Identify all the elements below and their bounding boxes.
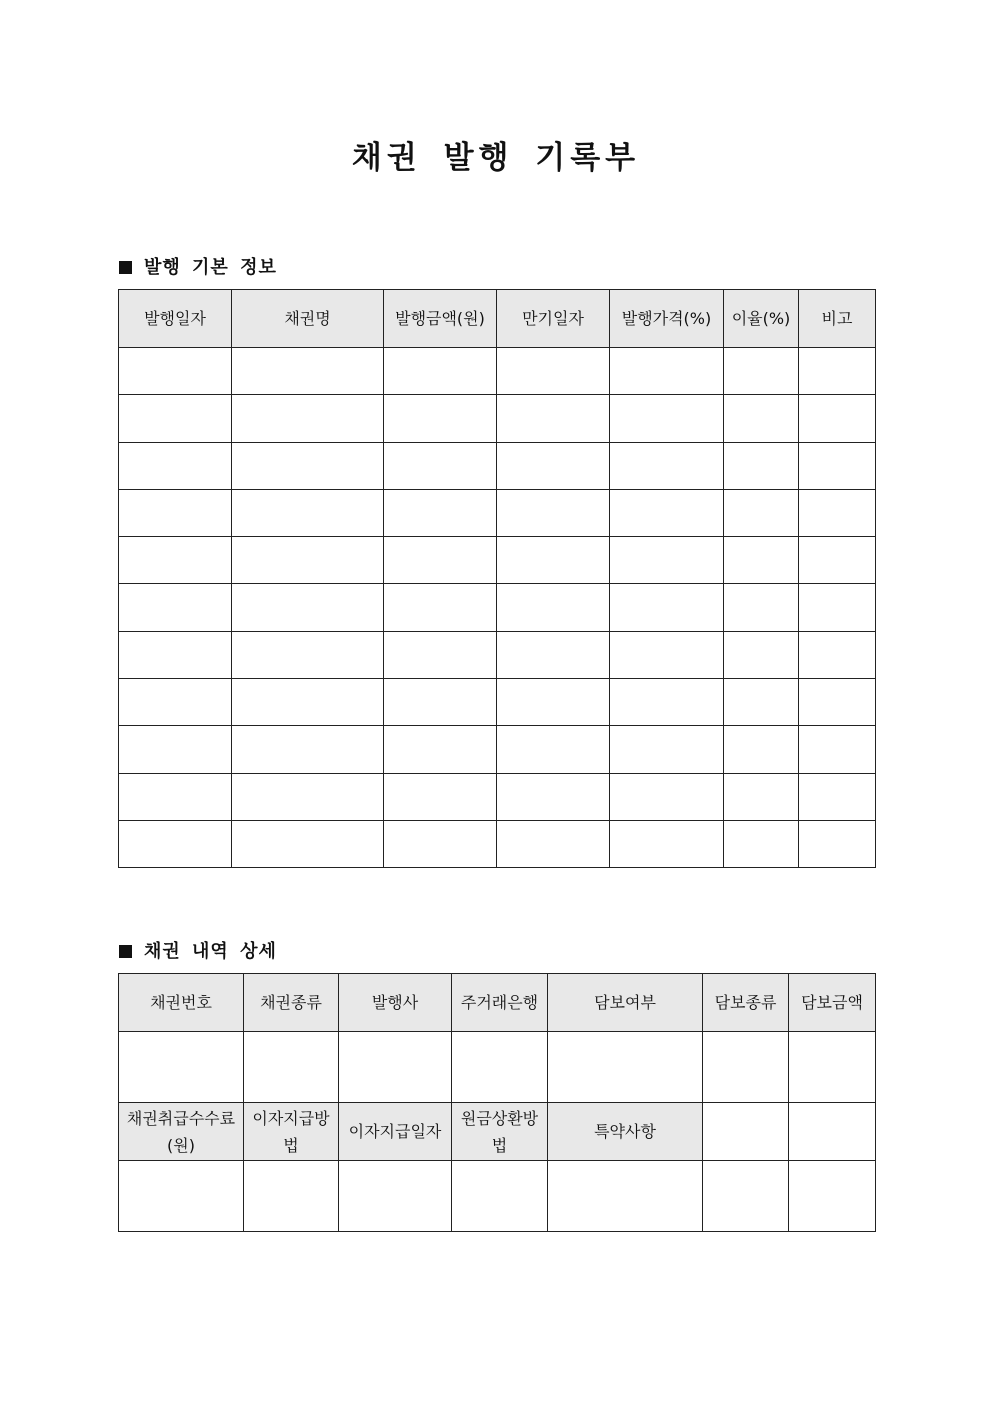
table-cell[interactable] — [119, 820, 232, 867]
header-cell: 발행가격(%) — [610, 290, 724, 348]
header-cell: 원금상환방법 — [452, 1103, 548, 1161]
table-cell[interactable] — [119, 1161, 244, 1232]
table-cell[interactable] — [610, 820, 724, 867]
table-cell[interactable] — [384, 348, 497, 395]
header-cell: 채권종류 — [244, 974, 339, 1032]
table-row — [119, 820, 876, 867]
table-cell[interactable] — [232, 442, 384, 489]
table-row — [119, 726, 876, 773]
header-cell: 담보여부 — [548, 974, 703, 1032]
table-row — [119, 395, 876, 442]
header-cell: 채권명 — [232, 290, 384, 348]
table-cell[interactable] — [610, 442, 724, 489]
table-cell[interactable] — [799, 726, 876, 773]
table-cell[interactable] — [232, 679, 384, 726]
table-cell[interactable] — [799, 537, 876, 584]
table-cell[interactable] — [724, 726, 799, 773]
table-cell[interactable] — [119, 773, 232, 820]
header-cell: 비고 — [799, 290, 876, 348]
table-cell[interactable] — [452, 1032, 548, 1103]
header-cell — [703, 1103, 789, 1161]
table-cell[interactable] — [610, 584, 724, 631]
table-cell[interactable] — [232, 726, 384, 773]
table-cell[interactable] — [384, 537, 497, 584]
header-cell: 담보금액 — [789, 974, 876, 1032]
table-cell[interactable] — [232, 395, 384, 442]
table-cell[interactable] — [384, 395, 497, 442]
table-row — [119, 489, 876, 536]
table-cell[interactable] — [497, 442, 610, 489]
table-cell[interactable] — [119, 442, 232, 489]
header-cell: 이자지급방법 — [244, 1103, 339, 1161]
table-cell[interactable] — [384, 820, 497, 867]
table-cell[interactable] — [724, 631, 799, 678]
table-cell[interactable] — [119, 1032, 244, 1103]
table-cell[interactable] — [119, 726, 232, 773]
table-cell[interactable] — [232, 584, 384, 631]
page-title: 채권 발행 기록부 — [351, 140, 641, 176]
table-cell[interactable] — [232, 537, 384, 584]
table-cell[interactable] — [724, 395, 799, 442]
header-cell — [789, 1103, 876, 1161]
table-cell[interactable] — [610, 395, 724, 442]
section-heading-detail — [119, 937, 277, 963]
basic-info-table — [118, 289, 876, 868]
header-cell: 담보종류 — [703, 974, 789, 1032]
square-bullet-icon — [119, 261, 132, 274]
table-cell[interactable] — [232, 820, 384, 867]
detail-table — [118, 973, 876, 1232]
table-header-row — [119, 1103, 876, 1161]
table-cell[interactable] — [384, 489, 497, 536]
table-row — [119, 584, 876, 631]
header-cell: 채권취급수수료(원) — [119, 1103, 244, 1161]
table-header-row — [119, 974, 876, 1032]
table-cell[interactable] — [610, 348, 724, 395]
table-header-row — [119, 290, 876, 348]
table-cell[interactable] — [497, 773, 610, 820]
section-heading-text: 채권 내역 상세 — [144, 941, 277, 962]
table-cell[interactable] — [384, 442, 497, 489]
table-cell[interactable] — [497, 348, 610, 395]
table-cell[interactable] — [548, 1032, 703, 1103]
table-cell[interactable] — [452, 1161, 548, 1232]
table-cell[interactable] — [610, 489, 724, 536]
header-cell: 특약사항 — [548, 1103, 703, 1161]
table-row — [119, 631, 876, 678]
square-bullet-icon — [119, 945, 132, 958]
table-cell[interactable] — [610, 631, 724, 678]
table-cell[interactable] — [384, 584, 497, 631]
table-cell[interactable] — [232, 348, 384, 395]
table-row — [119, 1032, 876, 1103]
table-cell[interactable] — [724, 489, 799, 536]
table-cell[interactable] — [244, 1032, 339, 1103]
table-cell[interactable] — [497, 820, 610, 867]
section-heading-basic-info — [119, 253, 277, 279]
table-cell[interactable] — [799, 679, 876, 726]
table-cell[interactable] — [610, 726, 724, 773]
table-cell[interactable] — [119, 348, 232, 395]
table-cell[interactable] — [724, 442, 799, 489]
table-cell[interactable] — [244, 1161, 339, 1232]
table-cell[interactable] — [384, 679, 497, 726]
table-cell[interactable] — [119, 679, 232, 726]
table-cell[interactable] — [384, 726, 497, 773]
header-cell: 발행일자 — [119, 290, 232, 348]
table-cell[interactable] — [384, 773, 497, 820]
table-cell[interactable] — [232, 773, 384, 820]
table-cell[interactable] — [724, 773, 799, 820]
table-cell[interactable] — [703, 1032, 789, 1103]
table-cell[interactable] — [497, 726, 610, 773]
table-cell[interactable] — [119, 631, 232, 678]
table-cell[interactable] — [789, 1161, 876, 1232]
table-cell[interactable] — [799, 631, 876, 678]
table-cell[interactable] — [497, 631, 610, 678]
table-cell[interactable] — [799, 773, 876, 820]
table-cell[interactable] — [497, 584, 610, 631]
table-cell[interactable] — [497, 489, 610, 536]
table-row — [119, 679, 876, 726]
table-cell[interactable] — [724, 584, 799, 631]
table-cell[interactable] — [119, 395, 232, 442]
header-cell: 이율(%) — [724, 290, 799, 348]
table-cell[interactable] — [497, 395, 610, 442]
table-cell[interactable] — [548, 1161, 703, 1232]
table-cell[interactable] — [232, 631, 384, 678]
table-row — [119, 773, 876, 820]
table-cell[interactable] — [799, 348, 876, 395]
table-cell[interactable] — [232, 489, 384, 536]
table-cell[interactable] — [384, 631, 497, 678]
table-cell[interactable] — [799, 442, 876, 489]
table-cell[interactable] — [703, 1161, 789, 1232]
table-cell[interactable] — [724, 537, 799, 584]
table-row — [119, 348, 876, 395]
section-heading-text: 발행 기본 정보 — [144, 257, 277, 278]
table-cell[interactable] — [724, 679, 799, 726]
table-cell[interactable] — [119, 489, 232, 536]
table-cell[interactable] — [339, 1161, 452, 1232]
table-cell[interactable] — [119, 537, 232, 584]
header-cell: 채권번호 — [119, 974, 244, 1032]
table-cell[interactable] — [799, 395, 876, 442]
table-cell[interactable] — [497, 679, 610, 726]
table-cell[interactable] — [497, 537, 610, 584]
table-cell[interactable] — [119, 584, 232, 631]
header-cell: 만기일자 — [497, 290, 610, 348]
table-cell[interactable] — [610, 773, 724, 820]
table-row — [119, 537, 876, 584]
table-cell[interactable] — [799, 489, 876, 536]
table-cell[interactable] — [799, 584, 876, 631]
header-cell: 발행사 — [339, 974, 452, 1032]
header-cell: 주거래은행 — [452, 974, 548, 1032]
table-cell[interactable] — [724, 820, 799, 867]
table-cell[interactable] — [610, 679, 724, 726]
header-cell: 발행금액(원) — [384, 290, 497, 348]
table-cell[interactable] — [789, 1032, 876, 1103]
header-cell: 이자지급일자 — [339, 1103, 452, 1161]
table-cell[interactable] — [724, 348, 799, 395]
table-cell[interactable] — [610, 537, 724, 584]
table-cell[interactable] — [339, 1032, 452, 1103]
table-row — [119, 1161, 876, 1232]
table-row — [119, 442, 876, 489]
table-cell[interactable] — [799, 820, 876, 867]
